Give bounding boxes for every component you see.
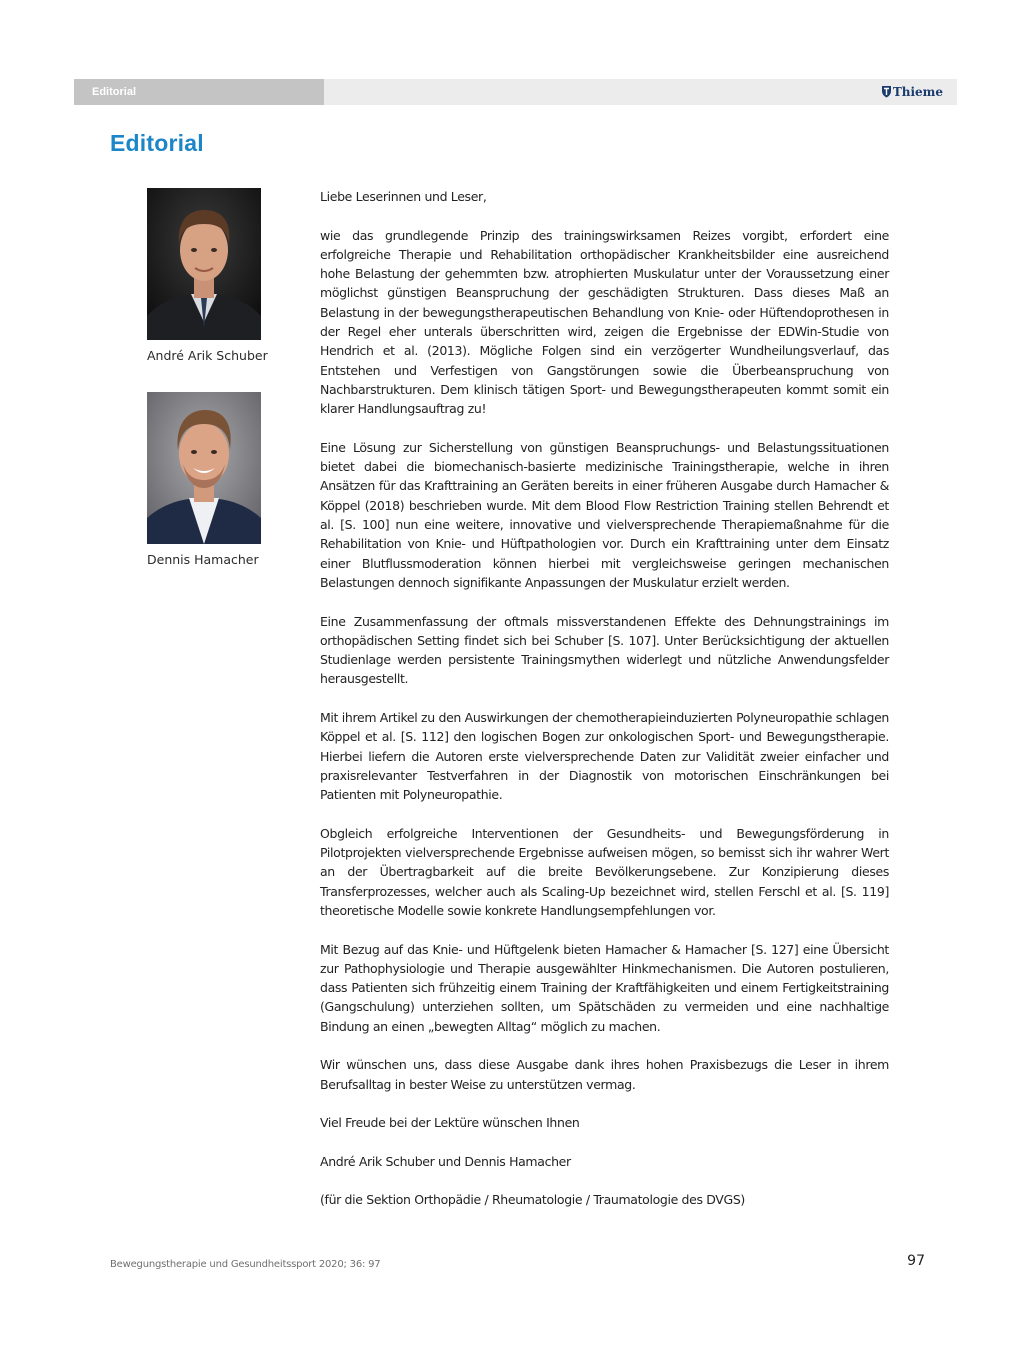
body-paragraph: Mit Bezug auf das Knie- und Hüftgelenk bieten Hamacher & Hamacher [S. 127] eine Übersicht zur Pathophysiologie und Therapie ausgewählter Hinkmechanismen. Die Autoren postulieren, dass Patienten sich frühzeitig einem Training der Kraftfähigkeiten und einem Fertigkeitstraining (Gangschulung) unterziehen sollten, um Spätschäden zu vermeiden und eine nachhaltige Bindung an einen „bewegten Alltag“ möglich zu machen. (320, 941, 889, 1034)
affiliation: (für die Sektion Orthopädie / Rheumatologie / Traumatologie des DVGS) (320, 1192, 745, 1208)
author-caption-schuber: André Arik Schuber (147, 348, 268, 363)
author-photo-hamacher (147, 392, 261, 544)
signature: André Arik Schuber und Dennis Hamacher (320, 1153, 571, 1169)
page-number: 97 (907, 1253, 925, 1269)
publisher-logo (881, 79, 943, 105)
salutation: Liebe Leserinnen und Leser, (320, 189, 487, 204)
article-body (320, 187, 889, 1229)
body-paragraph: Eine Zusammenfassung der oftmals missverstandenen Effekte des Dehnungstrainings im orthopädischen Setting findet sich bei Schuber [S. 107]. Unter Berücksichtigung der aktuellen Studienlage werden persistente Trainingsmythen widerlegt und nützliche Anwendungsfelder herausgestellt. (320, 613, 889, 687)
author-caption-hamacher: Dennis Hamacher (147, 552, 259, 567)
publisher-name: Thieme (892, 85, 943, 99)
body-paragraph: Eine Lösung zur Sicherstellung von günstigen Beanspruchungs- und Belastungssituationen bietet dabei die biomechanisch-basierte medizinische Trainingstherapie, welche in ihren Ansätzen für das Krafttraining an Geräten bereits in einer früheren Ausgabe durch Hamacher & Köppel (2018) beschrieben wurde. Mit dem Blood Flow Restriction Training stellen Behrendt et al. [S. 100] nun eine weitere, innovative und vielversprechende Therapiemaßnahme für die Rehabilitation von Knie- und Hüftpathologien vor. Durch ein Krafttraining unter dem Einsatz einer Blutflussmoderation können hierbei mit vergleichsweise geringen mechanischen Belastungen dennoch signifikante Anpassungen der Muskulatur erzielt werden. (320, 439, 889, 590)
body-paragraph: Mit ihrem Artikel zu den Auswirkungen der chemotherapieinduzierten Polyneuropathie schlagen Köppel et al. [S. 112] den logischen Bogen zur onkologischen Sport- und Bewegungstherapie. Hierbei liefern die Autoren erste vielversprechende Daten zur Validität zweier einfacher und praxisrelevanter Testverfahren in der Diagnostik von motorischen Einschränkungen bei Patienten mit Polyneuropathie. (320, 710, 889, 803)
closing-line: Viel Freude bei der Lektüre wünschen Ihnen (320, 1115, 580, 1131)
page-title: Editorial (110, 130, 204, 156)
section-header-bar (74, 79, 957, 105)
body-paragraph: Wir wünschen uns, dass diese Ausgabe dank ihres hohen Praxisbezugs die Leser in ihrem Berufsalltag in bester Weise zu unterstützen vermag. (320, 1057, 889, 1092)
section-label: Editorial (74, 79, 324, 105)
body-paragraph: wie das grundlegende Prinzip des trainingswirksamen Reizes vorgibt, erfordert eine erfolgreiche Therapie und Rehabilitation orthopädischer Krankheitsbilder eine ausreichend hohe Belastung der gehemmten bzw. atrophierten Muskulatur unter der Voraussetzung einer möglichst günstigen Beanspruchung der geschädigten Strukturen. Dass dieses Maß an Belastung in der bewegungstherapeutischen Behandlung von Knie- oder Hüftendoprothesen in der Regel eher unterals überschritten wird, zeigen die Ergebnisse der EDWin-Studie von Hendrich et al. (2013). Mögliche Folgen sind ein verzögerter Wundheilungsverlauf, das Entstehen und Verfestigen von Gangstörungen sowie die Überbeanspruchung von Nachbarstrukturen. Dem klinisch tätigen Sport- und Bewegungstherapeuten kommt somit ein klarer Handlungsauftrag zu! (320, 227, 889, 417)
thieme-logo-icon (881, 85, 892, 98)
author-photo-schuber (147, 188, 261, 340)
body-paragraph: Obgleich erfolgreiche Interventionen der Gesundheits- und Bewegungsförderung in Pilotprojekten vielversprechende Ergebnisse aufweisen mögen, so bemisst sich ihr wahrer Wert an der Übertragbarkeit auf die breite Bevölkerungsebene. Zur Konzipierung dieses Transferprozesses, welcher auch als Scaling-Up bezeichnet wird, stellen Ferschl et al. [S. 119] theoretische Modelle sowie konkrete Handlungsempfehlungen vor. (320, 825, 889, 918)
footer-citation: Bewegungstherapie und Gesundheitssport 2020; 36: 97 (110, 1259, 381, 1270)
